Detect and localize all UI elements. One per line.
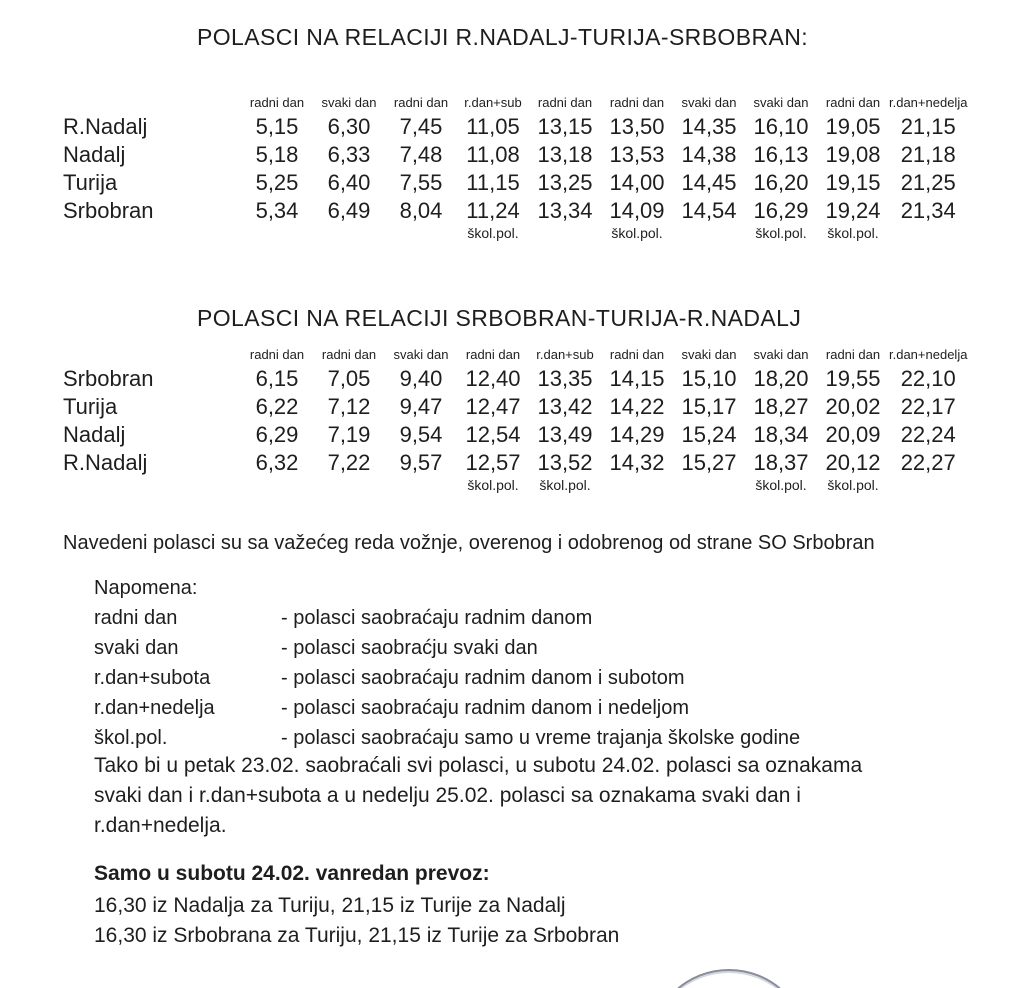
departure-time: 22,10 xyxy=(900,366,956,391)
departure-time: 14,00 xyxy=(609,170,665,195)
day-type-header-row xyxy=(63,94,967,113)
school-period-mark: škol.pol. xyxy=(467,477,519,493)
school-period-mark: škol.pol. xyxy=(467,225,519,241)
departure-time: 19,08 xyxy=(825,142,881,167)
departure-time: 9,47 xyxy=(399,394,443,419)
departure-time: 22,24 xyxy=(900,422,956,447)
departure-time: 13,34 xyxy=(537,198,593,223)
column-header-daytype: radni dan xyxy=(249,94,305,110)
timetable-row xyxy=(63,393,967,421)
empty-corner-cell xyxy=(63,346,241,365)
departure-time: 13,25 xyxy=(537,170,593,195)
school-period-mark: škol.pol. xyxy=(827,477,879,493)
departure-time: 7,55 xyxy=(399,170,443,195)
departure-time: 19,05 xyxy=(825,114,881,139)
departure-time: 6,29 xyxy=(255,422,299,447)
departure-time: 6,30 xyxy=(327,114,371,139)
departure-time: 22,17 xyxy=(900,394,956,419)
column-header-daytype: r.dan+sub xyxy=(536,346,594,362)
departure-time: 14,54 xyxy=(681,198,737,223)
empty-cell xyxy=(313,477,385,505)
legend-item xyxy=(94,667,800,690)
departure-time: 14,15 xyxy=(609,366,665,391)
legend-term: r.dan+nedelja xyxy=(94,697,215,719)
legend xyxy=(94,577,800,757)
departure-time: 6,40 xyxy=(327,170,371,195)
school-period-mark: škol.pol. xyxy=(539,477,591,493)
empty-cell xyxy=(63,477,241,505)
station-name: Srbobran xyxy=(63,366,154,391)
departure-time: 21,18 xyxy=(900,142,956,167)
empty-cell xyxy=(241,477,313,505)
timetable-inbound xyxy=(63,346,967,505)
legend-item xyxy=(94,727,800,750)
departure-time: 12,57 xyxy=(465,450,521,475)
stamp-seal-arc xyxy=(652,969,806,988)
empty-cell xyxy=(673,225,745,253)
station-name: R.Nadalj xyxy=(63,114,148,139)
day-type-header-row xyxy=(63,346,967,365)
schedule-note xyxy=(94,751,862,841)
legend-title: Napomena: xyxy=(94,577,198,599)
timetable-outbound xyxy=(63,94,967,253)
departure-time: 13,50 xyxy=(609,114,665,139)
column-header-daytype: radni dan xyxy=(465,346,521,362)
departure-time: 15,10 xyxy=(681,366,737,391)
column-header-daytype: r.dan+sub xyxy=(464,94,522,110)
departure-time: 11,15 xyxy=(466,170,520,195)
departure-time: 18,37 xyxy=(753,450,809,475)
departure-time: 20,12 xyxy=(825,450,881,475)
schedule-note-line: Tako bi u petak 23.02. saobraćali svi polasci, u subotu 24.02. polasci sa oznakama xyxy=(94,754,863,777)
empty-cell xyxy=(673,477,745,505)
departure-time: 22,27 xyxy=(900,450,956,475)
departure-time: 16,13 xyxy=(753,142,809,167)
departure-time: 21,25 xyxy=(900,170,956,195)
departure-time: 16,10 xyxy=(753,114,809,139)
empty-cell xyxy=(385,477,457,505)
departure-time: 7,05 xyxy=(327,366,371,391)
departure-time: 5,34 xyxy=(255,198,299,223)
departure-time: 5,15 xyxy=(255,114,299,139)
timetable-row xyxy=(63,197,967,225)
legend-definition: - polasci saobraćaju samo u vreme trajanja školske godine xyxy=(281,727,801,749)
timetable-row xyxy=(63,449,967,477)
schedule-note-line: svaki dan i r.dan+subota a u nedelju 25.02. polasci sa oznakama svaki dan i xyxy=(94,784,801,807)
station-name: Srbobran xyxy=(63,198,154,223)
departure-time: 16,29 xyxy=(753,198,809,223)
empty-cell xyxy=(313,225,385,253)
departure-time: 20,09 xyxy=(825,422,881,447)
departure-time: 12,47 xyxy=(465,394,521,419)
special-transport-line: 16,30 iz Nadalja za Turiju, 21,15 iz Turije za Nadalj xyxy=(94,894,566,917)
departure-time: 7,19 xyxy=(327,422,371,447)
station-name: Nadalj xyxy=(63,422,126,447)
column-header-daytype: radni dan xyxy=(393,94,449,110)
departure-time: 9,57 xyxy=(399,450,443,475)
column-header-daytype: r.dan+nedelja xyxy=(889,346,968,362)
legend-item xyxy=(94,607,800,630)
legend-term: radni dan xyxy=(94,607,178,629)
timetable-row xyxy=(63,421,967,449)
departure-time: 9,54 xyxy=(399,422,443,447)
departure-time: 7,22 xyxy=(327,450,371,475)
departure-time: 7,45 xyxy=(399,114,443,139)
legend-definition: - polasci saobraćaju radnim danom xyxy=(281,607,593,629)
school-period-mark: škol.pol. xyxy=(755,477,807,493)
legend-definition: - polasci saobraćaju radnim danom i nedeljom xyxy=(281,697,689,719)
departure-time: 11,08 xyxy=(466,142,520,167)
departure-time: 13,42 xyxy=(537,394,593,419)
legend-definition: - polasci saobraćju svaki dan xyxy=(281,637,538,659)
special-transport xyxy=(94,859,619,951)
empty-cell xyxy=(241,225,313,253)
school-period-row xyxy=(63,477,967,505)
station-name: Nadalj xyxy=(63,142,126,167)
departure-time: 18,20 xyxy=(753,366,809,391)
school-period-mark: škol.pol. xyxy=(827,225,879,241)
departure-time: 6,15 xyxy=(255,366,299,391)
departure-time: 19,15 xyxy=(825,170,881,195)
column-header-daytype: radni dan xyxy=(537,94,593,110)
empty-cell xyxy=(889,477,967,505)
station-name: R.Nadalj xyxy=(63,450,148,475)
departure-time: 5,25 xyxy=(255,170,299,195)
column-header-daytype: svaki dan xyxy=(321,94,377,110)
column-header-daytype: radni dan xyxy=(825,94,881,110)
column-header-daytype: svaki dan xyxy=(753,94,809,110)
legend-term: r.dan+subota xyxy=(94,667,211,689)
departure-time: 13,15 xyxy=(537,114,593,139)
departure-time: 11,24 xyxy=(466,198,520,223)
column-header-daytype: svaki dan xyxy=(681,94,737,110)
column-header-daytype: radni dan xyxy=(825,346,881,362)
empty-corner-cell xyxy=(63,94,241,113)
departure-time: 6,32 xyxy=(255,450,299,475)
empty-cell xyxy=(63,225,241,253)
legend-item xyxy=(94,697,800,720)
departure-time: 18,34 xyxy=(753,422,809,447)
column-header-daytype: svaki dan xyxy=(393,346,449,362)
departure-time: 18,27 xyxy=(753,394,809,419)
departure-time: 19,24 xyxy=(825,198,881,223)
column-header-daytype: svaki dan xyxy=(753,346,809,362)
departure-time: 6,49 xyxy=(327,198,371,223)
legend-term: škol.pol. xyxy=(94,727,168,749)
departure-time: 14,32 xyxy=(609,450,665,475)
column-header-daytype: radni dan xyxy=(609,346,665,362)
legend-item xyxy=(94,637,800,660)
departure-time: 15,27 xyxy=(681,450,737,475)
departure-time: 21,15 xyxy=(900,114,956,139)
section-title-outbound: POLASCI NA RELACIJI R.NADALJ-TURIJA-SRBOBRAN: xyxy=(197,24,809,50)
legend-definition: - polasci saobraćaju radnim danom i subotom xyxy=(281,667,685,689)
departure-time: 16,20 xyxy=(753,170,809,195)
timetable-row xyxy=(63,365,967,393)
empty-cell xyxy=(529,225,601,253)
departure-time: 13,52 xyxy=(537,450,593,475)
station-name: Turija xyxy=(63,394,118,419)
validity-note: Navedeni polasci su sa važećeg reda vožnje, overenog i odobrenog od strane SO Srbobran xyxy=(63,532,875,554)
schedule-note-line: r.dan+nedelja. xyxy=(94,814,227,837)
departure-time: 11,05 xyxy=(466,114,520,139)
departure-time: 14,38 xyxy=(681,142,737,167)
timetable-row xyxy=(63,113,967,141)
departure-time: 6,33 xyxy=(327,142,371,167)
legend-term: svaki dan xyxy=(94,637,179,659)
special-transport-line: 16,30 iz Srbobrana za Turiju, 21,15 iz Turije za Srbobran xyxy=(94,924,620,947)
departure-time: 13,49 xyxy=(537,422,593,447)
departure-time: 6,22 xyxy=(255,394,299,419)
departure-time: 13,18 xyxy=(537,142,593,167)
departure-time: 13,53 xyxy=(609,142,665,167)
departure-time: 14,29 xyxy=(609,422,665,447)
timetable-row xyxy=(63,141,967,169)
departure-time: 20,02 xyxy=(825,394,881,419)
departure-time: 15,17 xyxy=(681,394,737,419)
empty-cell xyxy=(601,477,673,505)
departure-time: 19,55 xyxy=(825,366,881,391)
departure-time: 12,54 xyxy=(465,422,521,447)
section-title-inbound: POLASCI NA RELACIJI SRBOBRAN-TURIJA-R.NADALJ xyxy=(197,305,802,331)
column-header-daytype: svaki dan xyxy=(681,346,737,362)
departure-time: 7,12 xyxy=(327,394,371,419)
column-header-daytype: radni dan xyxy=(609,94,665,110)
departure-time: 14,35 xyxy=(681,114,737,139)
school-period-mark: škol.pol. xyxy=(755,225,807,241)
departure-time: 21,34 xyxy=(900,198,956,223)
column-header-daytype: radni dan xyxy=(321,346,377,362)
departure-time: 14,09 xyxy=(609,198,665,223)
departure-time: 9,40 xyxy=(399,366,443,391)
column-header-daytype: radni dan xyxy=(249,346,305,362)
departure-time: 14,45 xyxy=(681,170,737,195)
station-name: Turija xyxy=(63,170,118,195)
departure-time: 15,24 xyxy=(681,422,737,447)
departure-time: 5,18 xyxy=(255,142,299,167)
departure-time: 14,22 xyxy=(609,394,665,419)
departure-time: 12,40 xyxy=(465,366,521,391)
school-period-row xyxy=(63,225,967,253)
timetable-row xyxy=(63,169,967,197)
departure-time: 7,48 xyxy=(399,142,443,167)
departure-time: 8,04 xyxy=(399,198,443,223)
empty-cell xyxy=(385,225,457,253)
school-period-mark: škol.pol. xyxy=(611,225,663,241)
column-header-daytype: r.dan+nedelja xyxy=(889,94,968,110)
special-transport-title: Samo u subotu 24.02. vanredan prevoz: xyxy=(94,862,490,885)
departure-time: 13,35 xyxy=(537,366,593,391)
empty-cell xyxy=(889,225,967,253)
